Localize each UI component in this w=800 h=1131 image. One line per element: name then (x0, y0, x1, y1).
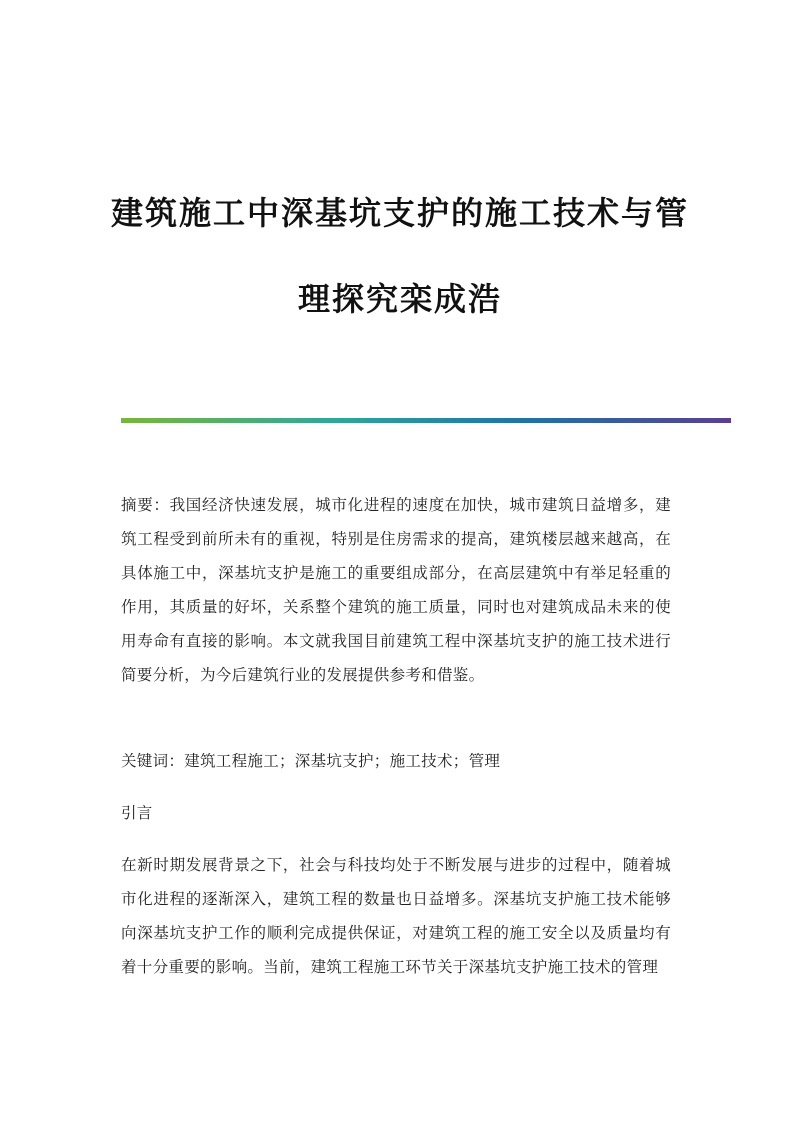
document-title-line-2: 理探究栾成浩 (297, 280, 502, 318)
intro-paragraph: 在新时期发展背景之下，社会与科技均处于不断发展与进步的过程中，随着城市化进程的逐渐深入，建筑工程的数量也日益增多。深基坑支护施工技术能够向深基坑支护工作的顺利完成提供保证，对建筑工程的施工安全以及质量均有着十分重要的影响。当前，建筑工程施工环节关于深基坑支护施工技术的管理 (121, 856, 671, 976)
abstract-paragraph: 摘要：我国经济快速发展，城市化进程的速度在加快，城市建筑日益增多，建筑工程受到前所未有的重视，特别是住房需求的提高，建筑楼层越来越高，在具体施工中，深基坑支护是施工的重要组成部分，在高层建筑中有举足轻重的作用，其质量的好坏，关系整个建筑的施工质量，同时也对建筑成品未来的使用寿命有直接的影响。本文就我国目前建筑工程中深基坑支护的施工技术进行简要分析，为今后建筑行业的发展提供参考和借鉴。 (121, 496, 671, 684)
title-divider (121, 418, 731, 423)
keywords-section (121, 744, 671, 778)
document-title-line-1: 建筑施工中深基坑支护的施工技术与管 (110, 194, 689, 232)
intro-section (121, 848, 671, 984)
keywords-line: 关键词：建筑工程施工；深基坑支护；施工技术；管理 (121, 752, 501, 770)
intro-heading-section (121, 796, 671, 830)
intro-heading: 引言 (121, 804, 153, 822)
abstract-section (121, 488, 671, 692)
